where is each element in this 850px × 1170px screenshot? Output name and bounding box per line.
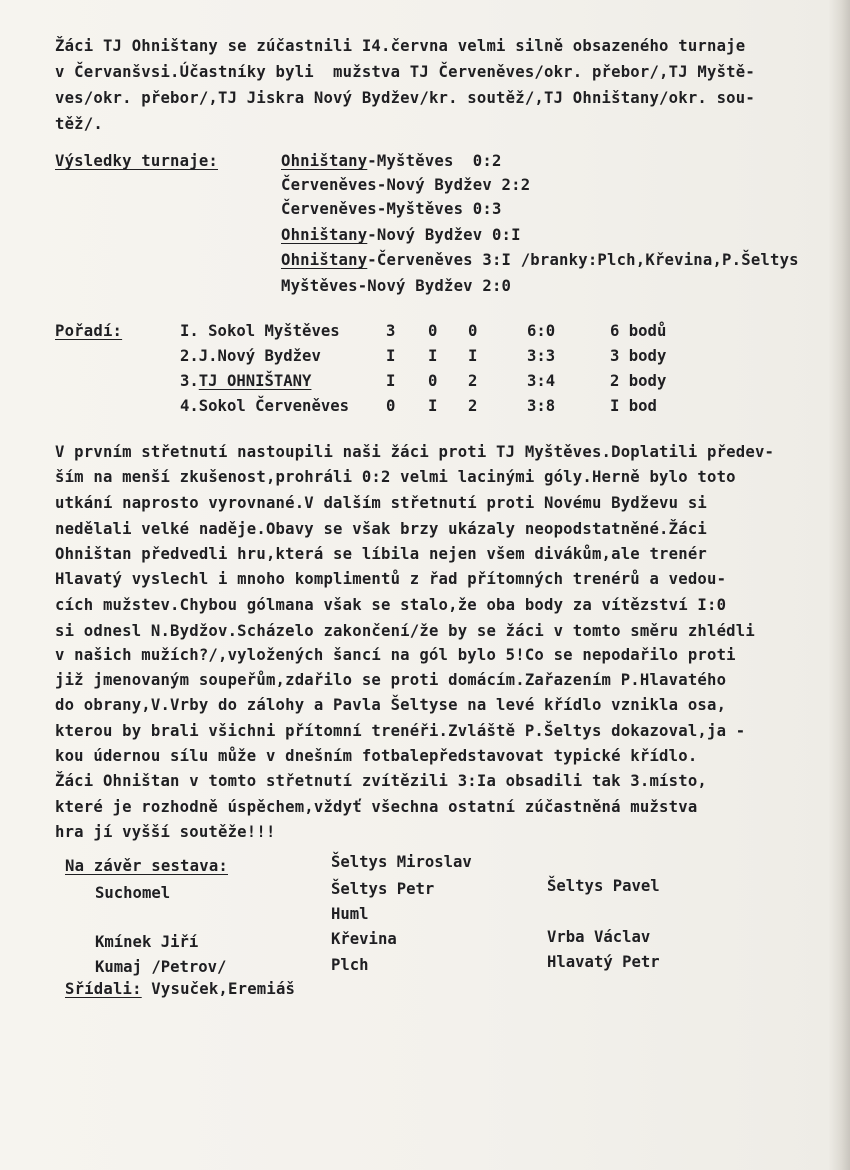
body-line: do obrany,V.Vrby do zálohy a Pavla Šeltyse na levé křídlo vznikla osa, [55,696,727,714]
intro-line: ves/okr. přebor/,TJ Jiskra Nový Bydžev/kr. soutěž/,TJ Ohništany/okr. sou- [55,89,755,107]
body-line: utkání naprosto vyrovnané.V dalším střetnutí proti Novému Bydževu si [55,494,707,512]
results-heading: Výsledky turnaje: [55,152,218,170]
match-rest: -Červeněves 3:I /branky:Plch,Křevina,P.Šeltys [367,251,799,269]
body-line: již jmenovaným soupeřům,zdařilo se proti domácím.Zařazením P.Hlavatého [55,671,727,689]
match-line [281,277,511,296]
standings-points: 2 body [610,372,667,390]
standings-losses: 0 [468,322,478,340]
standings-losses: I [468,347,478,365]
standings-score: 3:3 [527,347,556,365]
match-line [281,251,799,270]
standings-points: I bod [610,397,657,415]
body-line: které je rozhodně úspěchem,vždyť všechna ostatní zúčastněná mužstva [55,798,698,816]
body-line: V prvním střetnutí nastoupili naši žáci proti TJ Myštěves.Doplatili předev- [55,443,775,461]
match-line [281,226,521,245]
referees-names: Vysuček,Eremiáš [141,980,296,998]
standings-wins: I [386,372,396,390]
body-line: kou údernou sílu může v dnešním fotbalepředstavovat typické křídlo. [55,747,698,765]
match-team-underlined: Ohništany [281,251,368,269]
standings-draws: I [428,397,438,415]
standings-losses: 2 [468,372,478,390]
standings-score: 3:4 [527,372,556,390]
match-rest: Myštěves-Nový Bydžev 2:0 [281,277,512,295]
body-line: hra jí vyšší soutěže!!! [55,823,276,841]
lineup-player: Šeltys Pavel [547,877,660,895]
intro-line: těž/. [55,115,103,133]
lineup-player: Suchomel [95,884,171,902]
lineup-player: Vrba Václav [547,928,651,946]
lineup-player: Šeltys Petr [331,880,435,898]
standings-team: 2.J.Nový Bydžev [180,347,321,365]
match-rest: -Nový Bydžev 0:I [367,226,521,244]
standings-draws: I [428,347,438,365]
body-line: kterou by brali všichni přítomní trenéři.Zvláště P.Šeltys dokazoval,ja - [55,722,746,740]
lineup-player: Kumaj /Petrov/ [95,958,227,976]
lineup-player: Křevina [331,930,397,948]
match-team-underlined: Ohništany [281,226,368,244]
lineup-player: Plch [331,956,369,974]
standings-team: 4.Sokol Červeněves [180,397,349,415]
body-line: Ohništan předvedli hru,která se líbila nejen všem divákům,ale trenér [55,545,707,563]
body-line: cích mužstev.Chybou gólmana však se stalo,že oba body za vítězství I:0 [55,596,727,614]
match-team-underlined: Ohništany [281,152,368,170]
referees-line [65,980,295,999]
lineup-player: Hlavatý Petr [547,953,660,971]
intro-line: v Červanšvsi.Účastníky byli mužstva TJ Červeněves/okr. přebor/,TJ Myště- [55,63,755,81]
standings-wins: 3 [386,322,396,340]
match-rest: -Myštěves 0:2 [367,152,502,170]
standings-draws: 0 [428,322,438,340]
standings-points: 3 body [610,347,667,365]
body-line: si odnesl N.Bydžov.Scházelo zakončení/že by se žáci v tomto směru zhlédli [55,622,755,640]
standings-losses: 2 [468,397,478,415]
intro-line: Žáci TJ Ohništany se zúčastnili I4.června velmi silně obsazeného turnaje [55,37,746,55]
standings-score: 6:0 [527,322,556,340]
body-line: v našich mužích?/,vyložených šancí na gól bylo 5!Co se nepodařilo proti [55,646,736,664]
page-edge-shadow [828,0,850,1170]
standings-score: 3:8 [527,397,556,415]
match-line [281,176,530,195]
lineup-player: Kmínek Jiří [95,933,199,951]
standings-draws: 0 [428,372,438,390]
lineup-player: Huml [331,905,369,923]
match-rest: Červeněves-Nový Bydžev 2:2 [281,176,531,194]
match-rest: Červeněves-Myštěves 0:3 [281,200,502,218]
body-line: nedělali velké naděje.Obavy se však brzy ukázaly neopodstatněné.Žáci [55,520,707,538]
standings-team: 3.TJ OHNIŠTANY [180,372,312,390]
standings-heading: Pořadí: [55,322,123,340]
body-line: ším na menší zkušenost,prohráli 0:2 velmi lacinými góly.Herně bylo toto [55,468,736,486]
standings-wins: 0 [386,397,396,415]
standings-team: I. Sokol Myštěves [180,322,340,340]
body-line: Žáci Ohništan v tomto střetnutí zvítězili 3:Ia obsadili tak 3.místo, [55,772,707,790]
body-line: Hlavatý vyslechl i mnoho komplimentů z řad přítomných trenérů a vedou- [55,570,727,588]
standings-wins: I [386,347,396,365]
match-line [281,200,502,219]
standings-points: 6 bodů [610,322,667,340]
lineup-heading: Na závěr sestava: [65,857,228,875]
match-line [281,152,502,171]
lineup-player: Šeltys Miroslav [331,853,472,871]
referees-heading: Sřídali: [65,980,142,998]
